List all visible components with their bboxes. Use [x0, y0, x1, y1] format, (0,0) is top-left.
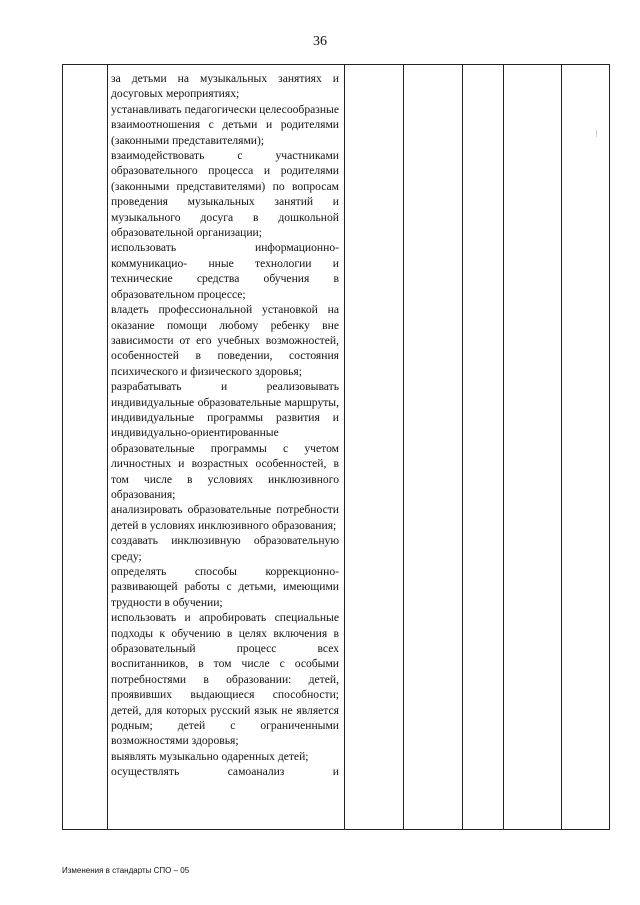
- skill-line: использовать и апробировать специальные подходы к обучению в целях включения в образовательный процесс всех воспитанников, в том числе с особыми потребностями в образовании: детей, проявивших выдающиеся способности; детей, для которых русский язык не является родным; детей с ограниченными возможностями здоровья;: [111, 611, 339, 748]
- column-divider: [503, 65, 504, 829]
- skill-line: владеть профессиональной установкой на оказание помощи любому ребенку вне зависимости от его учебных возможностей, особенностей в поведении, состояния психического и физического здоровья;: [111, 303, 339, 378]
- column-divider: [403, 65, 404, 829]
- column-divider: [344, 65, 345, 829]
- scan-mark: [596, 130, 597, 137]
- skill-line: анализировать образовательные потребности детей в условиях инклюзивного образования;: [111, 503, 339, 532]
- footer-note: Изменения в стандарты СПО – 05: [62, 866, 190, 875]
- skill-line: выявлять музыкально одаренных детей;: [111, 749, 309, 763]
- skill-line: взаимодействовать с участниками образовательного процесса и родителями (законными представителями) по вопросам проведения музыкальных занятий и музыкального досуга в дошкольной образовательной организации;: [111, 149, 339, 240]
- skill-line: устанавливать педагогически целесообразные взаимоотношения с детьми и родителями (законными представителями);: [111, 102, 339, 147]
- skill-line: использовать информационно-коммуникацио- нные технологии и технические средства обучения в образовательном процессе;: [111, 241, 339, 301]
- skill-line: осуществлять самоанализ и: [111, 765, 339, 779]
- skill-line: создавать инклюзивную образовательную среду;: [111, 534, 339, 563]
- skills-text-cell: [111, 71, 339, 780]
- column-divider: [107, 65, 108, 829]
- column-divider: [462, 65, 463, 829]
- skill-line: определять способы коррекционно-развивающей работы с детьми, имеющими трудности в обучении;: [111, 565, 339, 609]
- skill-line: за детьми на музыкальных занятиях и досуговых мероприятиях;: [111, 72, 339, 101]
- competency-table: [62, 64, 610, 830]
- column-divider: [561, 65, 562, 829]
- page-number: 36: [313, 34, 327, 49]
- skill-line: разрабатывать и реализовывать индивидуальные образовательные маршруты, индивидуальные программы развития и индивидуально-ориентированные образовательные программы с учетом личностных и возрастных особенностей, в том числе в условиях инклюзивного образования;: [111, 380, 339, 501]
